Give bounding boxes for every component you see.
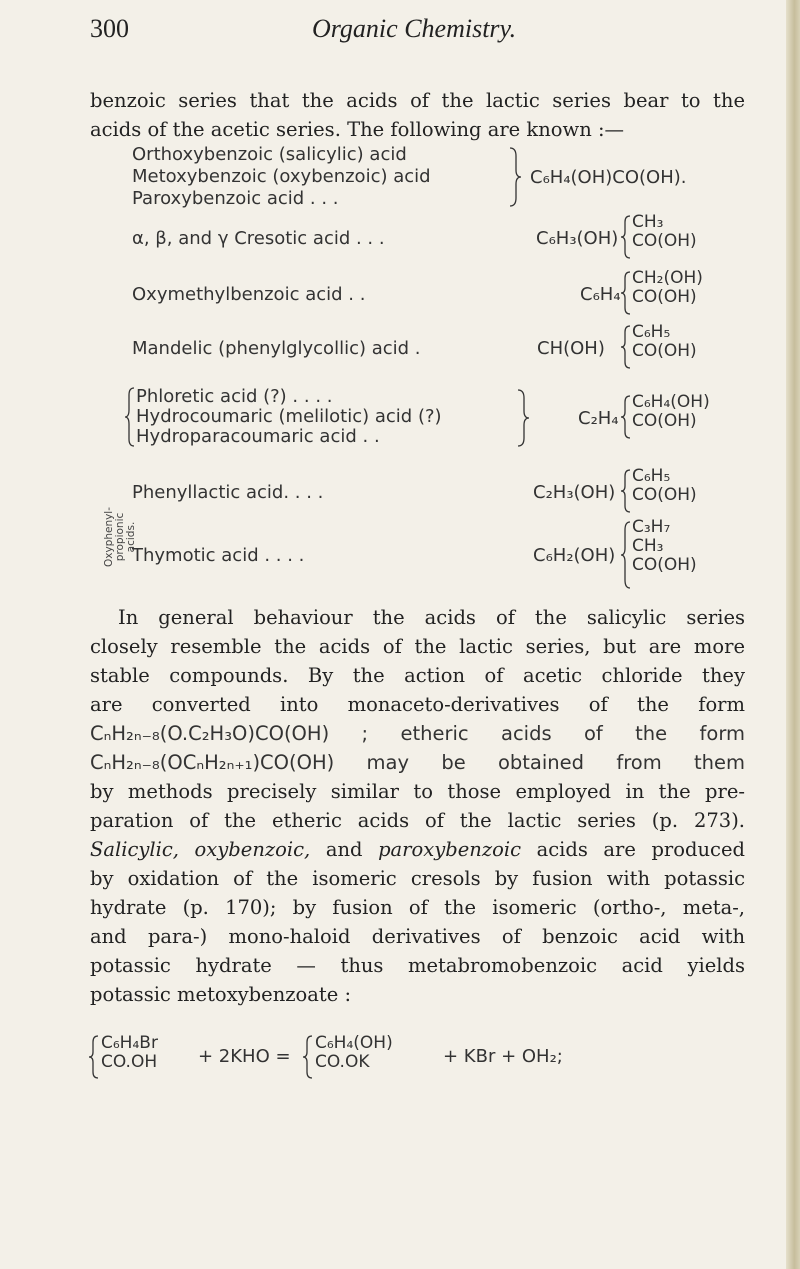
brace-left [302,1034,314,1080]
formula-part: CO(OH) [632,341,697,361]
formula-base: C₆H₂(OH) [533,545,616,566]
body-line: In general behaviour the acids of the salicylic series [118,606,745,629]
brace-left [620,520,632,590]
brace-left [620,394,632,440]
page-number: 300 [90,14,129,43]
formula-part: CO(OH) [632,555,697,575]
formula-part: CO(OH) [632,485,697,505]
brace-left [620,468,632,514]
body-line: potassic hydrate — thus metabromobenzoic acid yields [90,954,745,977]
acid-name: Orthoxybenzoic (salicylic) acid [132,144,407,165]
formula-part: C₆H₅ [632,322,671,342]
formula-part: C₆H₄Br [101,1033,158,1053]
formula-base: CH(OH) [537,338,605,359]
brace-left [124,386,136,448]
formula-part: CH₂(OH) [632,268,703,288]
intro-line: acids of the acetic series. The following are known :— [90,118,625,141]
formula-part: C₃H₇ [632,517,671,537]
formula-base: C₂H₄ [578,408,619,429]
formula-stack [101,1034,158,1072]
formula-part: CO.OH [101,1052,158,1072]
acid-name: Thymotic acid . . . . [132,545,305,566]
formula-part: C₆H₄(OH) [315,1033,393,1053]
formula-part: CH₃ [632,212,664,232]
body-line: are converted into monaceto-derivatives of the form [90,693,745,716]
body-line: potassic metoxybenzoate : [90,983,352,1006]
brace-right [508,146,522,208]
acid-name: Mandelic (phenylglycollic) acid . [132,338,421,359]
formula-stack [315,1034,393,1072]
formula-part: CO(OH) [632,411,697,431]
formula-stack [632,393,710,431]
body-paragraph [90,603,745,1009]
body-line: stable compounds. By the action of acetic chloride they [90,664,745,687]
acid-name: Paroxybenzoic acid . . . [132,188,339,209]
acid-name: Phloretic acid (?) . . . . [136,386,333,407]
formula-part: CO(OH) [632,287,697,307]
brace-left [620,270,632,316]
body-line: hydrate (p. 170); by fusion of the isomeric (ortho-, meta-, [90,896,745,919]
acid-name: Metoxybenzoic (oxybenzoic) acid [132,166,431,187]
brace-left [620,214,632,260]
formula-part: C₆H₅ [632,466,671,486]
acid-name: Hydroparacoumaric acid . . [136,426,380,447]
formula-part: CO.OK [315,1052,370,1072]
formula-stack [632,269,703,307]
body-line: CₙH₂ₙ₋₈(O.C₂H₃O)CO(OH) ; etheric acids of the form [90,722,745,745]
running-head: Organic Chemistry. [312,14,517,43]
body-line: and para-) mono-haloid derivatives of benzoic acid with [90,925,745,948]
brace-left [88,1034,100,1080]
formula-base: C₆H₄ [580,284,621,305]
body-line: by oxidation of the isomeric cresols by fusion with potassic [90,867,745,890]
formula: C₆H₄(OH)CO(OH). [530,167,687,188]
formula-part: C₆H₄(OH) [632,392,710,412]
formula-stack [632,467,697,505]
body-line: paration of the etheric acids of the lactic series (p. 273). [90,809,745,832]
equation-tail: + KBr + OH₂; [443,1046,563,1067]
equation-operator: + 2KHO = [198,1046,291,1067]
acid-name: α, β, and γ Cresotic acid . . . [132,228,385,249]
body-line-italic: Salicylic, oxybenzoic, and paroxybenzoic acids are produced [90,838,745,861]
intro-paragraph [90,86,745,144]
body-line: by methods precisely similar to those employed in the pre- [90,780,745,803]
formula-part: CH₃ [632,536,664,556]
formula-base: C₂H₃(OH) [533,482,616,503]
intro-line: benzoic series that the acids of the lactic series bear to the [90,89,745,112]
body-line: closely resemble the acids of the lactic series, but are more [90,635,745,658]
acid-name: Hydrocoumaric (melilotic) acid (?) [136,406,442,427]
acid-name: Oxymethylbenzoic acid . . [132,284,366,305]
acid-name: Phenyllactic acid. . . . [132,482,324,503]
formula-stack [632,323,697,361]
brace-right [516,388,530,448]
brace-left [620,324,632,370]
page-edge [786,0,800,1269]
formula-base: C₆H₃(OH) [536,228,619,249]
body-line: CₙH₂ₙ₋₈(OCₙH₂ₙ₊₁)CO(OH) may be obtained from them [90,751,745,774]
formula-stack [632,213,697,251]
formula-stack [632,518,697,575]
formula-part: CO(OH) [632,231,697,251]
side-label: Oxyphenyl- propionic acids. [103,506,137,568]
